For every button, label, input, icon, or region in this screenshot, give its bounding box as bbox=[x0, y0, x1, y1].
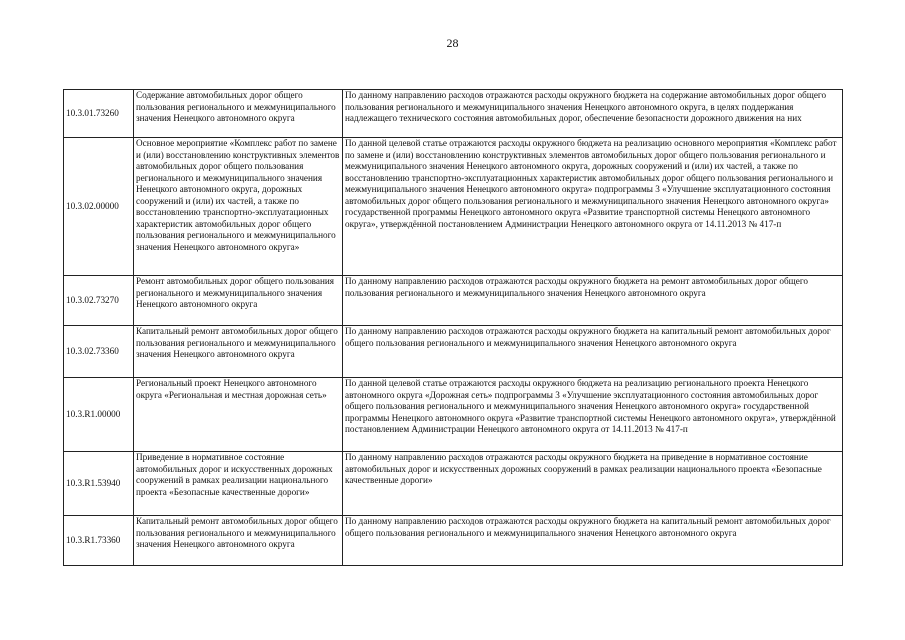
row-code: 10.3.R1.53940 bbox=[64, 452, 134, 516]
table-row bbox=[64, 138, 843, 276]
row-description: По данному направлению расходов отражаются расходы окружного бюджета на капитальный ремонт автомобильных дорог общего пользования регионального и межмуниципального значения Ненецкого автономного округа bbox=[343, 516, 843, 566]
page-number: 28 bbox=[446, 36, 459, 50]
table-row bbox=[64, 90, 843, 138]
row-code: 10.3.01.73260 bbox=[64, 90, 134, 138]
row-code: 10.3.02.73360 bbox=[64, 326, 134, 378]
row-name: Региональный проект Ненецкого автономного округа «Региональная и местная дорожная сеть» bbox=[134, 378, 343, 452]
row-name: Содержание автомобильных дорог общего пользования регионального и межмуниципального значения Ненецкого автономного округа bbox=[134, 90, 343, 138]
row-description: По данному направлению расходов отражаются расходы окружного бюджета на ремонт автомобильных дорог общего пользования регионального и межмуниципального значения Ненецкого автономного округа bbox=[343, 276, 843, 326]
row-description: По данному направлению расходов отражаются расходы окружного бюджета на приведение в нормативное состояние автомобильных дорог и искусственных дорожных сооружений в рамках реализации национального проекта «Безопасные качественные дороги» bbox=[343, 452, 843, 516]
row-name: Ремонт автомобильных дорог общего пользования регионального и межмуниципального значения Ненецкого автономного округа bbox=[134, 276, 343, 326]
row-name: Капитальный ремонт автомобильных дорог общего пользования регионального и межмуниципального значения Ненецкого автономного округа bbox=[134, 326, 343, 378]
row-code: 10.3.02.73270 bbox=[64, 276, 134, 326]
row-code: 10.3.R1.00000 bbox=[64, 378, 134, 452]
row-description: По данному направлению расходов отражаются расходы окружного бюджета на содержание автомобильных дорог общего пользования регионального и межмуниципального значения Ненецкого автономного округа, в целях поддержания надлежащего технического состояния автомобильных дорог, обеспечение безопасности дорожного движения на них bbox=[343, 90, 843, 138]
row-name: Основное мероприятие «Комплекс работ по замене и (или) восстановлению конструктивных элементов автомобильных дорог общего пользования регионального и межмуниципального значения Ненецкого автономного округа, дорожных сооружений и (или) их частей, а также по восстановлению транспортно-эксплуатационных характеристик автомобильных дорог общего пользования регионального и межмуниципального значения Ненецкого автономного округа» bbox=[134, 138, 343, 276]
row-name: Приведение в нормативное состояние автомобильных дорог и искусственных дорожных сооружений в рамках реализации национального проекта «Безопасные качественные дороги» bbox=[134, 452, 343, 516]
row-code: 10.3.R1.73360 bbox=[64, 516, 134, 566]
row-code: 10.3.02.00000 bbox=[64, 138, 134, 276]
table-row bbox=[64, 452, 843, 516]
table-row bbox=[64, 276, 843, 326]
budget-classification-table bbox=[63, 89, 843, 566]
table-row bbox=[64, 516, 843, 566]
row-name: Капитальный ремонт автомобильных дорог общего пользования регионального и межмуниципального значения Ненецкого автономного округа bbox=[134, 516, 343, 566]
table-row bbox=[64, 326, 843, 378]
table-row bbox=[64, 378, 843, 452]
row-description: По данной целевой статье отражаются расходы окружного бюджета на реализацию регионального проекта Ненецкого автономного округа «Дорожная сеть» подпрограммы 3 «Улучшение эксплуатационного состояния автомобильных дорог общего пользования регионального и межмуниципального значения Ненецкого автономного округа» государственной программы Ненецкого автономного округа «Развитие транспортной системы Ненецкого автономного округа», утверждённой постановлением Администрации Ненецкого автономного округа от 14.11.2013 № 417-п bbox=[343, 378, 843, 452]
row-description: По данной целевой статье отражаются расходы окружного бюджета на реализацию основного мероприятия «Комплекс работ по замене и (или) восстановлению конструктивных элементов автомобильных дорог общего пользования регионального и межмуниципального значения Ненецкого автономного округа, дорожных сооружений и (или) их частей, а также по восстановлению транспортно-эксплуатационных характеристик автомобильных дорог общего пользования регионального и межмуниципального значения Ненецкого автономного округа» подпрограммы 3 «Улучшение эксплуатационного состояния автомобильных дорог общего пользования регионального и межмуниципального значения Ненецкого автономного округа» государственной программы Ненецкого автономного округа «Развитие транспортной системы Ненецкого автономного округа», утверждённой постановлением Администрации Ненецкого автономного округа от 14.11.2013 № 417-п bbox=[343, 138, 843, 276]
row-description: По данному направлению расходов отражаются расходы окружного бюджета на капитальный ремонт автомобильных дорог общего пользования регионального и межмуниципального значения Ненецкого автономного округа bbox=[343, 326, 843, 378]
